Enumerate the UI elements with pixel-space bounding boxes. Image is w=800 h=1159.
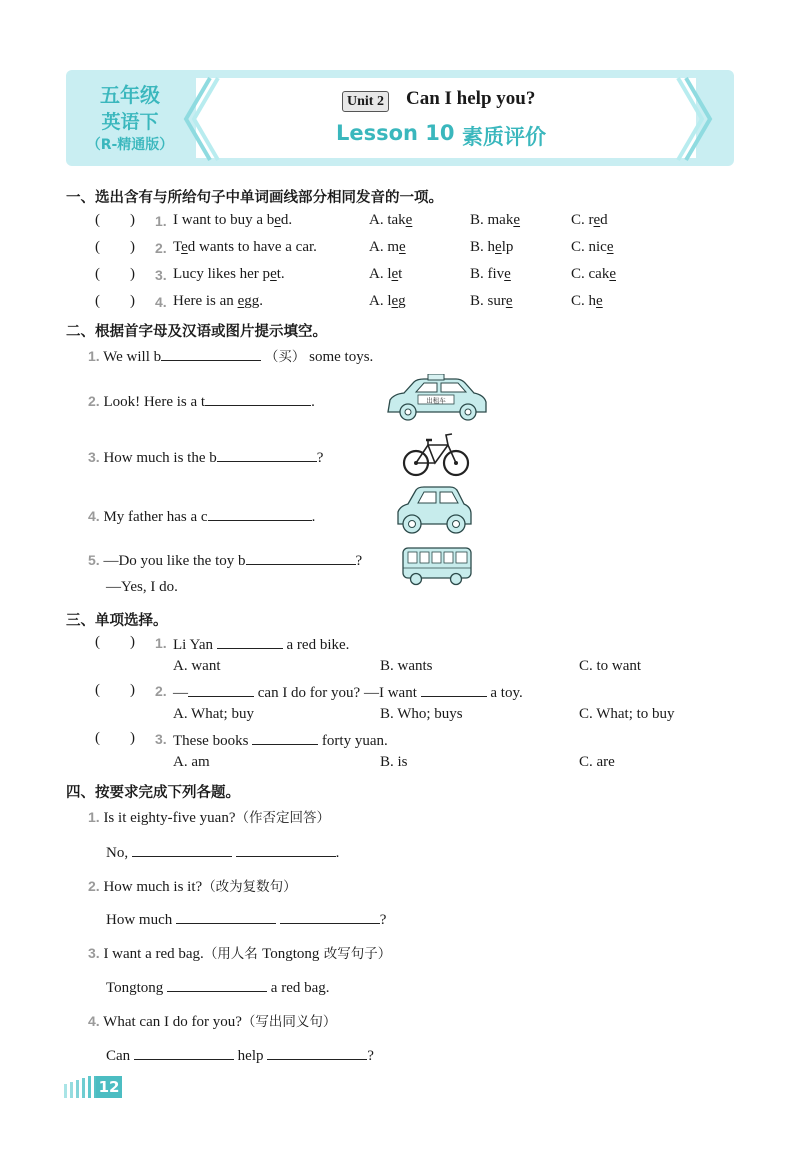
option-b[interactable]: B. wants <box>380 658 433 674</box>
section-3-title: 三、单项选择。 <box>66 613 168 629</box>
s2-question-5 <box>88 550 362 570</box>
question-sentence: Lucy likes her pet. <box>173 266 285 282</box>
option-b[interactable]: B. is <box>380 754 408 770</box>
instruction-hint: （作否定回答） <box>235 810 330 826</box>
instruction-hint-name: Tongtong <box>262 946 320 962</box>
answer-blank[interactable] <box>280 909 380 924</box>
s3-question-1 <box>0 634 800 682</box>
question-sentence: Ted wants to have a car. <box>173 239 317 255</box>
answer-blank[interactable] <box>134 1045 234 1060</box>
question-number: 2. <box>88 878 100 894</box>
s4-answer-2 <box>106 909 386 929</box>
answer-blank[interactable] <box>161 346 261 361</box>
answer-blank[interactable] <box>217 634 283 649</box>
s4-answer-3 <box>106 977 330 997</box>
section-1-title: 一、选出含有与所给句子中单词画线部分相同发音的一项。 <box>66 190 443 206</box>
answer-bracket[interactable]: ( ) <box>95 293 135 309</box>
answer-middle: help <box>237 1048 264 1064</box>
option-c[interactable]: C. to want <box>579 658 642 674</box>
option-c[interactable]: C. he <box>571 293 603 309</box>
sentence-end: ? <box>355 553 363 569</box>
question-number: 1. <box>155 213 167 229</box>
question-text: How much is it? <box>103 879 203 895</box>
answer-bracket[interactable]: ( ) <box>95 266 135 282</box>
option-a[interactable]: A. What; buy <box>173 706 254 722</box>
question-number: 1. <box>88 809 100 825</box>
question-text: Is it eighty-five yuan? <box>103 810 236 826</box>
answer-blank[interactable] <box>421 682 487 697</box>
s4-answer-4 <box>106 1045 374 1065</box>
grade-label: 五年级 <box>100 83 160 107</box>
sentence-end: some toys. <box>309 349 374 365</box>
s2-question-1 <box>88 345 373 366</box>
s4-question-2 <box>88 875 297 896</box>
question-number: 2. <box>155 683 167 699</box>
s1-question-1 <box>0 212 800 236</box>
instruction-hint: （写出同义句） <box>241 1014 337 1030</box>
answer-blank[interactable] <box>167 977 267 992</box>
answer-bracket[interactable]: ( ) <box>95 634 135 650</box>
lesson-title: Lesson 10 <box>336 121 455 145</box>
unit-title: Can I help you? <box>406 88 536 109</box>
answer-prefix: Tongtong <box>106 980 164 996</box>
lesson-cn-title: 素质评价 <box>462 125 546 149</box>
answer-blank[interactable] <box>188 682 254 697</box>
option-c[interactable]: C. nice <box>571 239 614 255</box>
answer-blank[interactable] <box>267 1045 367 1060</box>
answer-prefix: Can <box>106 1048 131 1064</box>
answer-bracket[interactable]: ( ) <box>95 682 135 698</box>
s3-question-2 <box>0 682 800 730</box>
question-number: 4. <box>88 1013 100 1029</box>
answer-end: ? <box>379 912 387 928</box>
sentence-end: . <box>311 394 315 410</box>
subject-label: 英语下 <box>101 111 159 133</box>
question-text: What can I do for you? <box>103 1014 242 1030</box>
question-sentence: Li Yan a red bike. <box>173 634 349 654</box>
question-number: 2. <box>155 240 167 256</box>
page-number: 12 <box>96 1076 122 1098</box>
answer-bracket[interactable]: ( ) <box>95 730 135 746</box>
answer-blank[interactable] <box>236 842 336 857</box>
section-4-title: 四、按要求完成下列各题。 <box>66 785 240 801</box>
option-a[interactable]: A. am <box>173 754 210 770</box>
taxi-sign-text: 出租车 <box>426 396 446 405</box>
instruction-hint: （改为复数句） <box>202 879 297 895</box>
s1-question-2 <box>0 239 800 263</box>
option-a[interactable]: A. me <box>369 239 406 255</box>
s4-question-1 <box>88 806 330 827</box>
option-a[interactable]: A. want <box>173 658 221 674</box>
answer-end: ? <box>367 1048 374 1064</box>
option-c[interactable]: C. red <box>571 212 608 228</box>
question-number: 3. <box>88 449 100 465</box>
option-c[interactable]: C. cake <box>571 266 616 282</box>
option-a[interactable]: A. let <box>369 266 403 282</box>
answer-blank[interactable] <box>132 842 232 857</box>
question-sentence: I want to buy a bed. <box>173 212 293 228</box>
s3-question-3 <box>0 730 800 778</box>
question-sentence: Here is an egg. <box>173 293 263 309</box>
question-number: 5. <box>88 552 100 568</box>
answer-prefix: How much <box>106 912 173 928</box>
instruction-hint-end: 改写句子） <box>319 946 392 962</box>
option-c[interactable]: C. are <box>579 754 615 770</box>
answer-blank[interactable] <box>208 506 312 521</box>
s4-question-4 <box>88 1010 336 1031</box>
option-b[interactable]: B. Who; buys <box>380 706 463 722</box>
question-number: 2. <box>88 393 100 409</box>
answer-blank[interactable] <box>252 730 318 745</box>
bicycle-picture <box>402 431 470 477</box>
question-number: 3. <box>155 267 167 283</box>
answer-bracket[interactable]: ( ) <box>95 212 135 228</box>
question-number: 4. <box>88 508 100 524</box>
answer-end: . <box>335 845 340 861</box>
option-a[interactable]: A. take <box>369 212 413 228</box>
header-chevrons-right <box>676 76 716 162</box>
answer-prefix: No, <box>106 845 129 861</box>
option-b[interactable]: B. sure <box>470 293 513 309</box>
answer-blank[interactable] <box>217 447 317 462</box>
car-picture <box>394 484 474 538</box>
sentence-start: We will b <box>103 349 162 365</box>
s2-question-2 <box>88 391 315 411</box>
question-text: I want a red bag. <box>103 946 204 962</box>
option-a[interactable]: A. leg <box>369 293 406 309</box>
question-number: 3. <box>88 945 100 961</box>
s1-question-4 <box>0 293 800 317</box>
edition-label: （R-精通版） <box>86 137 174 153</box>
s2-question-4 <box>88 506 315 526</box>
answer-blank[interactable] <box>205 391 311 406</box>
sentence-start: Look! Here is a t <box>103 394 206 410</box>
sentence-end: . <box>311 509 316 525</box>
s2-question-5-reply: —Yes, I do. <box>106 579 178 595</box>
sentence-end: ? <box>316 450 324 466</box>
instruction-hint-start: （用人名 <box>203 946 263 962</box>
option-b[interactable]: B. five <box>470 266 511 282</box>
taxi-picture <box>384 374 490 424</box>
answer-blank[interactable] <box>246 550 356 565</box>
option-c[interactable]: C. What; to buy <box>579 706 675 722</box>
answer-blank[interactable] <box>176 909 276 924</box>
chinese-hint: （买） <box>264 349 306 365</box>
question-number: 3. <box>155 731 167 747</box>
bus-picture <box>400 545 474 587</box>
question-number: 1. <box>155 635 167 651</box>
s1-question-3 <box>0 266 800 290</box>
question-sentence: These books forty yuan. <box>173 730 388 750</box>
sentence-start: My father has a c <box>103 509 208 525</box>
sentence-start: How much is the b <box>103 450 217 466</box>
option-b[interactable]: B. help <box>470 239 514 255</box>
question-number: 1. <box>88 348 100 364</box>
sentence-start: —Do you like the toy b <box>103 553 246 569</box>
unit-badge: Unit 2 <box>342 91 389 112</box>
s4-question-3 <box>88 942 391 963</box>
question-sentence: — can I do for you? —I want a toy. <box>173 682 523 702</box>
s4-answer-1 <box>106 842 339 862</box>
option-b[interactable]: B. make <box>470 212 521 228</box>
answer-end: a red bag. <box>270 980 330 996</box>
question-number: 4. <box>155 294 167 310</box>
s2-question-3 <box>88 447 323 467</box>
answer-bracket[interactable]: ( ) <box>95 239 135 255</box>
section-2-title: 二、根据首字母及汉语或图片提示填空。 <box>66 324 327 340</box>
